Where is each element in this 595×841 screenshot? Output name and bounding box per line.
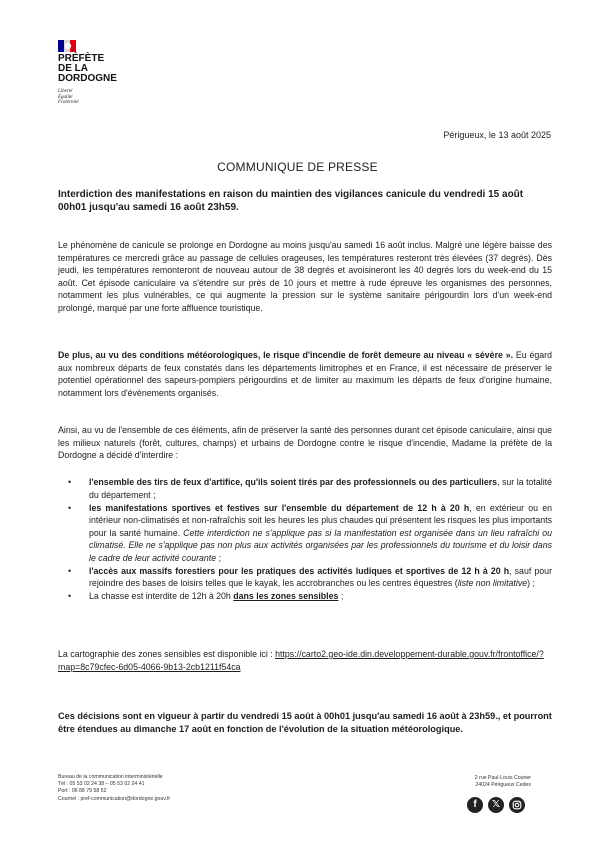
- paragraph-canicule: Le phénomène de canicule se prolonge en Dordogne au moins jusqu'au samedi 16 août inclus. Malgré une légère baisse des températures ce mercredi grâce au passage de cellules orageuses, les températures resteront très élevées (37 degrés). Dès jeudi, les températures remonteront de nouveau autour de 38 degrés et avoisineront les 40 degrés lors du week-end du 15 août. Cet épisode caniculaire va s'étendre sur près de 10 jours et mettre à rude épreuve les organismes des personnes, notamment les plus vulnérables, ce qui augmente la pression sur le système sanitaire périgourdin lors d'un week-end prolongé, marqué par une forte affluence touristique.: [58, 240, 552, 313]
- footer-address: [475, 775, 531, 789]
- prefecture-line: DE LA: [58, 63, 88, 74]
- bullet-bold: l'ensemble des tirs de feux d'artifice, qu'ils soient tirés par des professionnels ou des particuliers: [89, 477, 498, 487]
- republic-motto: [58, 89, 79, 106]
- instagram-glyph-icon: [509, 797, 525, 813]
- facebook-icon[interactable]: f: [467, 797, 483, 813]
- cartography-text: La cartographie des zones sensibles est disponible ici :: [58, 649, 276, 659]
- footer-line[interactable]: Courriel : pref-communication@dordogne.gouv.fr: [58, 795, 171, 802]
- paragraph-incendie-rest: Eu égard aux nombreux départs de feux constatés dans les départements limitrophes et en France, il est nécessaire de préserver le potentiel opérationnel des sapeurs-pompiers périgourdins et de limiter au maximum les départs de feux d'origine humaine, notamment lors d'évènements organisés.: [58, 350, 552, 398]
- list-item-events: [68, 502, 552, 565]
- list-item-forests: [68, 565, 552, 590]
- bullet-text: , sur la totalité du département ;: [89, 477, 552, 500]
- bullet-bold: les manifestations sportives et festives sur l'ensemble du département de 12 h à 20 h: [89, 502, 470, 513]
- bullet-italic: liste non limitative: [457, 578, 528, 589]
- paragraph-incendie-bold: De plus, au vu des conditions météorologiques, le risque d'incendie de forêt demeure au niveau « sévère ».: [58, 350, 514, 360]
- instagram-icon[interactable]: [509, 797, 525, 813]
- bullet-text: La chasse est interdite de 12h à 20h: [89, 591, 234, 602]
- bullet-text: ;: [338, 591, 344, 602]
- bullet-text: ;: [216, 552, 222, 563]
- x-icon[interactable]: 𝕏: [488, 797, 504, 813]
- document-date: Périgueux, le 13 août 2025: [443, 130, 551, 140]
- prohibitions-list: [68, 476, 552, 603]
- bullet-text: , en extérieur ou en intérieur non-climatisés et non-rafraîchis soit les heures les plus chaudes qui présentent les risques les plus importants pour la santé humaine.: [89, 502, 552, 538]
- document-title: COMMUNIQUE DE PRESSE: [217, 160, 378, 174]
- prefecture-line: DORDOGNE: [58, 73, 117, 84]
- list-item-fireworks: [68, 476, 552, 501]
- bullet-bold-underlined: dans les zones sensibles: [233, 591, 339, 602]
- list-item-hunting: [68, 590, 552, 603]
- bullet-italic: Cette interdiction ne s'applique pas si la manifestation est organisée dans un lieu rafraîchi ou climatisé. Elle ne s'applique pas non plus aux activités organisées par les professionnels du tourisme et du loisir dans le cadre de leur activité courante: [89, 527, 552, 563]
- motto-line: Fraternité: [58, 100, 79, 105]
- cartography-link[interactable]: https://carto2.geo-ide.din.developpement-durable.gouv.fr/frontoffice/?map=8c79cfec-6d05-4066-9b13-2cb1211f54ca: [58, 649, 544, 672]
- motto-line: Liberté: [58, 89, 73, 94]
- prefecture-line: PRÉFÈTE: [58, 53, 105, 64]
- decision-paragraph: Ces décisions sont en vigueur à partir du vendredi 15 août à 00h01 jusqu'au samedi 16 août à 23h59., et pourront être étendues au dimanche 17 août en fonction de l'évolution de la situation météorologique.: [58, 711, 552, 734]
- cartography-paragraph: [58, 648, 552, 673]
- paragraph-incendie: [58, 349, 552, 399]
- marianne-logo-icon: [58, 40, 76, 52]
- prefecture-name: [58, 54, 117, 84]
- press-release-subject: Interdiction des manifestations en raison du maintien des vigilances canicule du vendredi 15 août 00h01 jusqu'au samedi 16 août 23h59.: [58, 189, 524, 213]
- footer-contact: [58, 774, 170, 803]
- footer-line: Port : 06 88 79 58 52: [58, 788, 107, 795]
- footer-line: 24024 Périgueux Cedex: [475, 782, 531, 789]
- paragraph-decision-intro: Ainsi, au vu de l'ensemble de ces éléments, afin de préserver la santé des personnes durant cet épisode caniculaire, ainsi que les milieux naturels (forêt, cultures, champs) et urbains de Dordogne contre le risque d'incendie, Madame la préfète de la Dordogne a décidé d'interdire :: [58, 425, 552, 460]
- motto-line: Égalité: [58, 94, 73, 100]
- bullet-bold: l'accès aux massifs forestiers pour les pratiques des activités ludiques et sportives de 12 h à 20 h: [89, 565, 510, 576]
- bullet-text: , sauf pour rejoindre des bases de loisirs telles que le kayak, les accrobranches ou les centres équestres (: [89, 565, 552, 589]
- bullet-text: ) ;: [527, 578, 535, 589]
- footer-line: Tél : 05 53 02 24 38 – 05 53 02 24 41: [58, 781, 145, 788]
- footer-line: 2 rue Paul-Louis Courier: [474, 775, 531, 781]
- footer-line: Bureau de la communication interministérielle: [58, 774, 163, 780]
